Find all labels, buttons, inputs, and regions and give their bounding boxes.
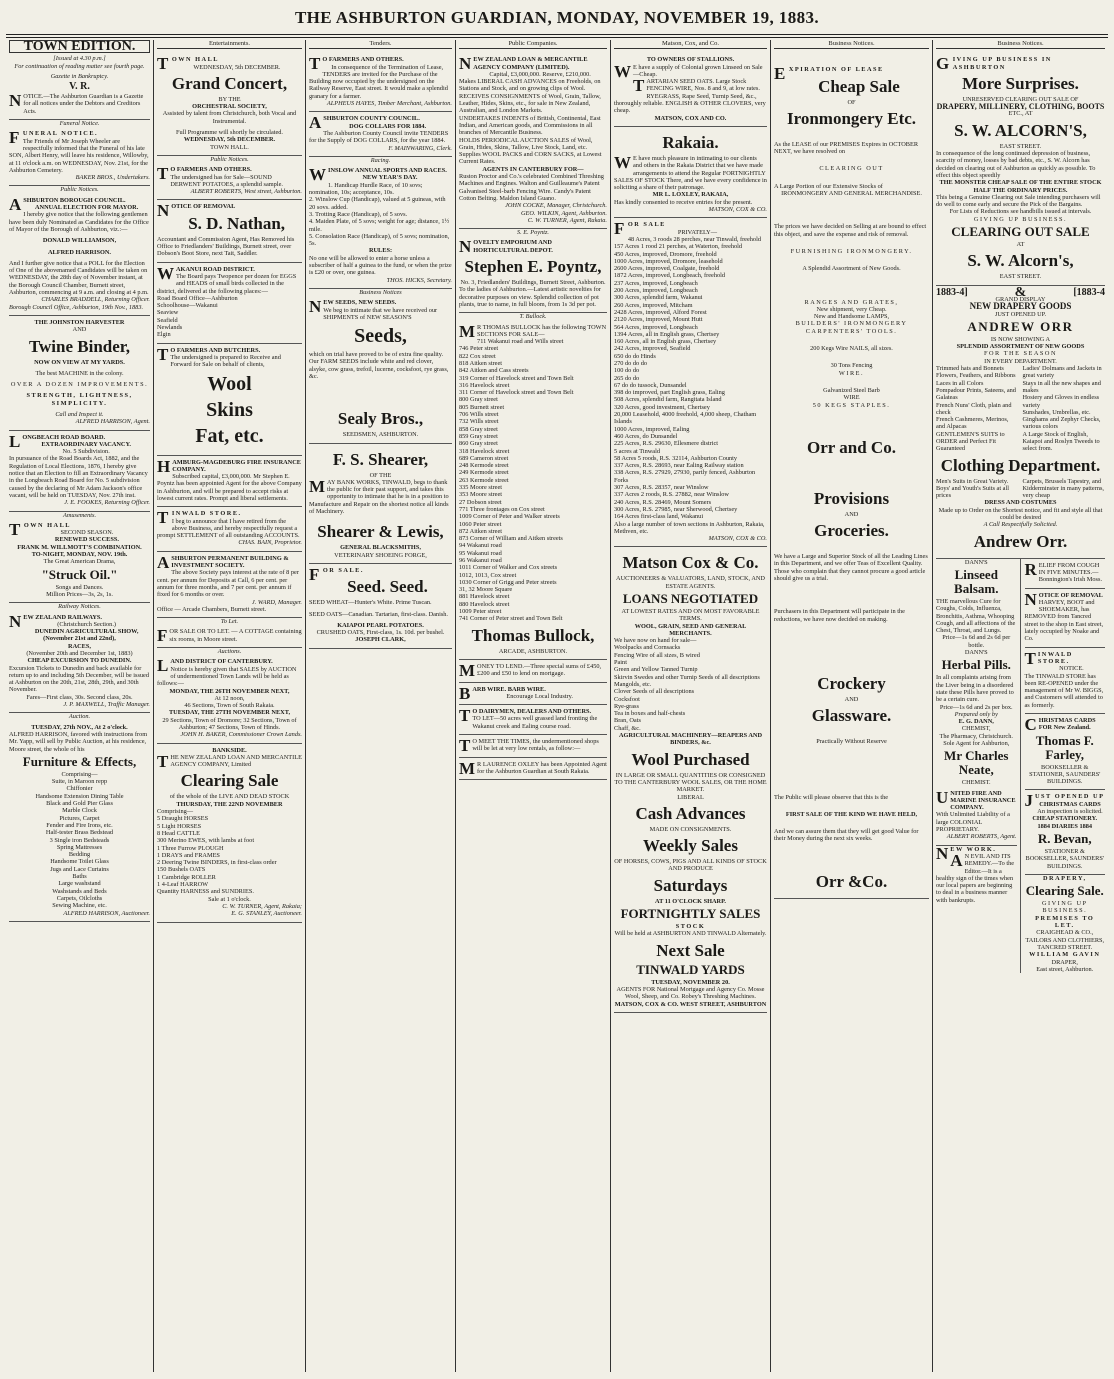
- furniture-item: Sewing Machine, etc.: [52, 902, 107, 910]
- furniture-item: Suite, in Maroon repp: [51, 778, 108, 786]
- town-section-item: 1011 Corner of Walker and Cox streets: [459, 564, 558, 572]
- town-section-item: 263 Kermode street: [459, 476, 509, 484]
- town-section-item: 248 Kermode street: [459, 462, 509, 470]
- merchandise-item: Paint: [614, 659, 627, 667]
- race-list: [309, 182, 452, 248]
- town-section-item: 249 Kermode street: [459, 469, 509, 477]
- stock-item: 5 Draught HORSES: [157, 815, 209, 823]
- furniture-item: Bedding: [68, 851, 91, 859]
- stock-item: 2 Deering Twine BINDERS, in first-class order: [157, 859, 277, 867]
- land-item: 1872 Acres, improved, Longbeach, freehold: [614, 272, 726, 280]
- land-item: 242 Acres, improved, Seafield: [614, 345, 691, 353]
- town-section-item: 880 Havelock street: [459, 600, 510, 608]
- land-item: 650 do do Hinds: [614, 352, 656, 360]
- wakanui-place-item: Newlands: [157, 324, 183, 332]
- town-section-item: 94 Wakanui road: [459, 542, 502, 550]
- drapery-left-item: Laces in all Colors: [936, 379, 984, 387]
- drapery-right-item: Hosiery and Gloves in endless variety: [1022, 394, 1100, 409]
- stock-item: 5 Light HORSES: [157, 822, 202, 830]
- seed-for-sale: FOR SALE. Seed. Seed. SEED WHEAT—Hunter's White. Prime Tuscan. SEED OATS—Canadian. Tartarian, first-class. Danish. KAIAPOI PEARL POTATOES. CRUSHED OATS, First-class, 1s. 10d. per bushel. JOSEPH CLARK,: [309, 564, 452, 649]
- auctions-heading: Auctions.: [217, 648, 242, 656]
- land-item: 300 Acres, splendid farm, Wakanui: [614, 294, 703, 302]
- furniture-item: Half-tester Brass Bedstead: [45, 829, 114, 837]
- town-section-item: 822 Cox street: [459, 352, 496, 360]
- column-3-heading: Tenders.: [309, 40, 452, 49]
- winslow-races: WINSLOW ANNUAL SPORTS AND RACES. NEW YEAR'S DAY. 1. Handicap Hurdle Race, of 10 sovs; nomination, 10s; acceptance, 10s. 2. Winslow Cup (Handicap), valued at 5 guineas, with 20 sovs. added. 3. Trotting Race (Handicap), of 5 sovs. 4. Maiden Plate, of 5 sovs; weight for age; distance, 1½ mile. 5. Consolation Race (Handicap), of 5 sovs; nomination, 5s. RULES: No one will be allowed to enter a horse unless a subscriber of half a guinea to the fund, or when the prize is £20 or over, one guinea. THOS. HICKS, Secretary.: [309, 164, 452, 289]
- stock-item: 300 Merino EWES, with lambs at foot: [157, 837, 255, 845]
- dann-medicines: DANN'S Linseed Balsam. THE marvellous Cure for Coughs, Colds, Influenza, Bronchitis, Asthma, Whooping Cough, and all affections of the Chest, Throat, and Lungs. Price—1s 6d and 2s 6d per bottle. DANN'S Herbal Pills. In all complaints arising from the Liver being in a disordered state these Pills have proved to be a certain cure. Price—1s 6d and 2s per box. Prepared only by E. G. DANN, CHEMIST, The Pharmacy, Christchurch. Sole Agent for Ashburton, Mr Charles Neate, CHEMIST. UNITED FIRE AND MARINE INSURANCE COMPANY. With Unlimited Liability of a large COLONIAL PROPRIETARY. ALBERT ROBERTS, Agent. NEW WORK. A N EVIL AND ITS REMEDY.—To the Editor.—It is a healthy sign of the times when our local papers are beginning to deal in a business manner with bankrupts.: [936, 559, 1021, 973]
- column-7: [933, 40, 1108, 1372]
- masthead-rule-2: [6, 37, 1108, 38]
- town-section-item: 31, 32 Moore Square: [459, 586, 513, 594]
- merchandise-item: Fencing Wire of all sizes, B wired: [614, 651, 700, 659]
- furniture-list: [9, 771, 150, 910]
- business-heading-3: Business Notices: [359, 288, 402, 296]
- town-section-item: 746 Peter street: [459, 345, 499, 353]
- lands-for-sale: FOR SALE PRIVATELY— 48 Acres, 3 roods 28 perches, near Tinwald, freehold 157 Acres 1 rood 21 perches, at Waterton, freehold 450 Acres, improved, Dromore, freehold 1000 Acres, improved, Dromore, leasehold 2600 Acres, improved, Coalgate, freehold 1872 Acres, improved, Longbeach, freehold 237 Acres, improved, Longbeach 200 Acres, improved, Longbeach 300 Acres, splendid farm, Wakanui 260 Acres, improved, Mitcham 2428 Acres, improved, Alford Forest 2120 Acres, improved, Mount Hutt 564 Acres, improved, Longbeach 1394 Acres, all in English grass, Chertsey 160 Acres, all in English grass, Chertsey 242 Acres, improved, Seafield 650 do do Hinds 270 do do do 100 do do 265 do do 67 do do tussock, Dunsandel 398 do improved, part English grass, Ealing 508 Acres, splendid farm, Rangitata Island 320 Acres, good investment, Chertsey 20,000 Leasehold, 4000 freehold, 4,000 sheep, Chatham Islands 1000 Acres, improved, Ealing 460 Acres, do Dunsandel 225 Acres, R.S. 29630, Ellesmere district 5 acres at Tinwald 58 Acres 5 roods, R.S. 32114, Ashburton County 337 Acres, R.S. 28693, near Ealing Railway station 338 Acres, R.S. 27929, 27930, partly fenced, Ashburton Forks 307 Acres, R.S. 28357, near Winslow 337 Acres 2 roods, R.S. 27882, near Winslow 240 Acres, R.S. 28469, Mount Somers 300 Acres, R.S. 27985, near Sherwood, Chertsey 164 Acres first-class land, Wakanui Also a large number of town sections in Ashburton, Rakaia, Methven, etc. MATSON, COX & CO.: [614, 218, 767, 547]
- issued-time: [Issued at 4.30 p.m.]: [53, 55, 106, 63]
- racing-heading: Racing.: [370, 156, 391, 164]
- col7-split: [936, 559, 1105, 973]
- orr-ironmongery: EXPIRATION OF LEASE Cheap Sale OF Ironmongery Etc. As the LEASE of our PREMISES Expires in OCTOBER NEXT, we have resolved on CLEARING OUT A Large Portion of our Extensive Stocks of IRONMONGERY AND GENERAL MERCHANDISE. The prices we have decided on Selling at are bound to effect this object, and save the expense and risk of removal. FURNISHING IRONMONGERY. A Splendid Assortment of New Goods. RANGES AND GRATES, New shipment, very Cheap. New and Handsome LAMPS, BUILDERS' IRONMONGERY CARPENTERS' TOOLS. 200 Kegs Wire NAILS, all sizes. 30 Tons Fencing WIRE. Galvanized Steel Barb WIRE 50 KEGS STAPLES. Orr and Co. Provisions AND Groceries. We have a Large and Superior Stock of all the Leading Lines in this Department, and we offer Teas of Excellent Quality. Those who complain that they cannot procure a good article should give us a trial. Purchasers in this Department will participate in the reductions, we have now decided on making. Crockery AND Glassware. Practically Without Reserve The Public will please observe that this is the FIRST SALE OF THE KIND WE HAVE HELD, And we can assure them that they will get good Value for their Money during the next six weeks. Orr &Co.: [774, 53, 929, 898]
- land-item: 160 Acres, all in English grass, Chertsey: [614, 338, 717, 346]
- town-section-item: 95 Wakanui road: [459, 549, 502, 557]
- furniture-auction: TUESDAY, 27th NOV., At 2 o'clock. ALFRED HARRISON, favored with instructions from Mr. Yapp, will sell by Public Auction, at his residence, Moore street, the whole of his Furniture & Effects, Comprising— Suite, in Maroon repp Chiffonier Handsome Extension Dining Table Black and Gold Pier Glass Marble Clock Pictures, Carpet Fender and Fire Irons, etc. Half-tester Brass Bedstead 3 Single iron Bedsteads Spring Mattresses Bedding Handsome Toilet Glass Jugs and Lace Curtains Baths Large washstand Washstands and Beds Carpets, Oilcloths Sewing Machine, etc. ALFRED HARRISON, Auctioneer.: [9, 721, 150, 922]
- land-item: 225 Acres, R.S. 29630, Ellesmere district: [614, 440, 719, 448]
- merchandise-item: Clover Seeds of all descriptions: [614, 688, 695, 696]
- furniture-item: Chiffonier: [66, 785, 93, 793]
- town-section-item: 706 Wills street: [459, 411, 499, 419]
- column-4: [456, 40, 611, 1372]
- land-item: 337 Acres, R.S. 28693, near Ealing Railway station: [614, 462, 744, 470]
- wakanui-place-item: Seafield: [157, 316, 178, 324]
- gazette-heading: Gazette in Bankruptcy.: [50, 72, 109, 80]
- furniture-item: Fender and Fire Irons, etc.: [46, 821, 113, 829]
- land-item: 157 Acres 1 rood 21 perches, at Waterton, freehold: [614, 243, 743, 251]
- town-section-item: 1060 Peter street: [459, 520, 502, 528]
- land-item: 2120 Acres, improved, Mount Hutt: [614, 316, 703, 324]
- auction-heading: Auction.: [68, 713, 91, 721]
- stallions-ad: TO OWNERS OF STALLIONS. W E have a supply of Colonial grown Linseed on Sale—Cheap. TARTARIAN SEED OATS. Large Stock FENCING WIRE, Nos. 8 and 9, at low rates. RYEGRASS, Rape Seed, Turnip Seed, &c., thoroughly reliable. ENGLISH & OTHER CLOVERS, very cheap. MATSON, COX AND CO.: [614, 53, 767, 127]
- land-item: 398 do improved, part English grass, Ealing: [614, 389, 725, 397]
- land-item: 300 Acres, R.S. 27985, near Sherwood, Chertsey: [614, 505, 738, 513]
- town-section-item: 353 Moore street: [459, 491, 503, 499]
- race-item: 2. Winslow Cup (Handicap), valued at 5 guineas, with 20 sovs. added.: [309, 196, 446, 211]
- land-item: 1000 Acres, improved, Ealing: [614, 425, 690, 433]
- stock-item: Comprising—: [157, 808, 194, 816]
- land-item: 265 do do: [614, 374, 640, 382]
- town-section-list: [459, 338, 607, 623]
- funeral-heading: Funeral Notice.: [59, 120, 100, 128]
- money-to-lend: MONEY TO LEND.—Three special sums of £450, £200 and £50 to lend on mortgage.: [459, 660, 607, 683]
- wakanui-place-item: Seaview: [157, 309, 179, 317]
- stock-list: [157, 808, 302, 896]
- furniture-item: Jugs and Lace Curtains: [50, 865, 109, 873]
- land-item: 200 Acres, improved, Longbeach: [614, 287, 698, 295]
- matson-cox-main: Matson Cox & Co. AUCTIONEERS & VALUATORS, LAND, STOCK, AND ESTATE AGENTS. LOANS NEGOTIATED AT LOWEST RATES AND ON MOST FAVORABLE TERMS. WOOL, GRAIN, SEED AND GENERAL MERCHANTS. We have now on hand for sale— Woolpacks and Cornsacks Fencing Wire of all sizes, B wired Paint Green and Yellow Tanned Turnip Skirvin Swedes and other Turnip Seeds of all descriptions Mangolds, etc. Clover Seeds of all descriptions Cocksfoot Rye-grass Tea in boxes and half-chests Bran, Oats Chaff, &c. AGRICULTURAL MACHINERY—REAPERS AND BINDERS, &c. Wool Purchased IN LARGE OR SMALL QUANTITIES OR CONSIGNED TO THE CANTERBURY WOOL SALES, OR THE HOME MARKET. LIBERAL Cash Advances MADE ON CONSIGNMENTS. Weekly Sales OF HORSES, COWS, PIGS AND ALL KINDS OF STOCK AND PRODUCE Saturdays AT 11 O'CLOCK SHARP. FORTNIGHTLY SALES STOCK Will be held at ASHBURTON AND TINWALD Alternately. Next Sale TINWALD YARDS TUESDAY, NOVEMBER 20. AGENTS FOR National Mortgage and Agency Co. Mosse Wool, Sheep, and Co. Robey's Threshing Machines. MATSON, COX & CO. WEST STREET, ASHBURTON: [614, 547, 767, 1012]
- merchandise-item: Rye-grass: [614, 702, 639, 710]
- town-section-item: 1009 Peter street: [459, 608, 502, 616]
- wakanui-place-list: [157, 295, 302, 339]
- wakanui-place-item: Elgin: [157, 331, 171, 339]
- land-item: 58 Acres 5 roods, R.S. 32114, Ashburton County: [614, 454, 738, 462]
- crown-lands-sale: LAND DISTRICT OF CANTERBURY. Notice is hereby given that SALES by AUCTION of undermentioned Town Lands will be held as follows:— MONDAY, THE 26TH NOVEMBER NEXT, At 12 noon, 46 Sections, Town of South Rakaia. TUESDAY, THE 27TH NOVEMBER NEXT, 29 Sections, Town of Dromore; 32 Sections, Town of Ashburton; 47 Sections, Town of Hinds. JOHN H. BAKER, Commissioner Crown Lands.: [157, 655, 302, 743]
- drapery-left-item: Trimmed hats and Bonnets: [936, 365, 1004, 373]
- furniture-item: Baths: [72, 873, 87, 881]
- tinwald-store-retire: TINWALD STORE. I beg to announce that I have retired from the above Business, and hereby respectfully request a prompt SETTLEMENT of all outstanding ACCOUNTS. CHAS. BAIN, Proprietor.: [157, 507, 302, 551]
- land-item: 237 Acres, improved, Longbeach: [614, 279, 698, 287]
- land-item: 508 Acres, splendid farm, Rangitata Island: [614, 396, 722, 404]
- drapery-right-list: [1023, 365, 1106, 431]
- column-6: [771, 40, 933, 1372]
- hamburg-insurance: HAMBURG-MAGDEBURG FIRE INSURANCE COMPANY. Subscribed capital, £3,000,000. Mr Stephen E. Poyntz has been appointed Agent for the above Company in Ashburton, and will be prepared to accept risks at lowest current rates. Prompt and liberal settlements.: [157, 456, 302, 508]
- town-section-item: 319 Corner of Havelock street and Town Belt: [459, 374, 574, 382]
- stock-item: Quantity HARNESS and SUNDRIES.: [157, 888, 254, 896]
- dairymen-ad: T O DAIRYMEN, DEALERS AND OTHERS. TO LET—50 acres well grassed land fronting the Wakanui creek and Ealing course road.: [459, 705, 607, 735]
- column-2: [154, 40, 306, 1372]
- land-item: 1000 Acres, improved, Dromore, leasehold: [614, 257, 723, 265]
- town-section-item: 859 Gray street: [459, 432, 498, 440]
- town-section-item: 689 Cameron street: [459, 454, 509, 462]
- race-item: 1. Handicap Hurdle Race, of 10 sovs; nomination, 10s; acceptance, 10s.: [309, 181, 423, 197]
- race-item: 5. Consolation Race (Handicap), of 5 sovs; nomination, 5s.: [309, 232, 450, 248]
- town-section-item: 873 Corner of William and Aitken streets: [459, 535, 563, 543]
- barb-wire-ad: BARB WIRE. BARB WIRE. Encourage Local Industry.: [459, 683, 607, 706]
- drapery-right-item: Ladies' Dolmans and Jackets in great variety: [1022, 365, 1102, 380]
- merchandise-item: Tea in boxes and half-chests: [614, 710, 686, 718]
- town-section-item: 311 Corner of Havelock street and Town Belt: [459, 389, 574, 397]
- town-section-item: 1012, 1013, Cox street: [459, 571, 517, 579]
- town-section-item: 335 Moore street: [459, 484, 503, 492]
- stock-item: 1 Three Furrow PLOUGH: [157, 844, 224, 852]
- merchandise-list: [614, 644, 767, 732]
- town-section-item: 881 Havelock street: [459, 593, 510, 601]
- town-section-item: 858 Gray street: [459, 425, 498, 433]
- town-hall-drama: TOWN HALL SECOND SEASON. RENEWED SUCCESS. FRANK M. WILLMOTT'S COMBINATION. TO-NIGHT, MONDAY, NOV. 19th. The Great American Drama, "Struck Oil." Songs and Dances. Million Prices—3s, 2s, 1s.: [9, 519, 150, 603]
- wakanui-place-item: Road Board Office—Ashburton: [157, 294, 238, 302]
- column-5-heading: Matson, Cox, and Co.: [614, 40, 767, 49]
- land-item: 5 acres at Tinwald: [614, 447, 660, 455]
- stock-item: 1 Cambridge ROLLER: [157, 873, 216, 881]
- merchandise-item: Bran, Oats: [614, 717, 641, 725]
- land-item: 2600 Acres, improved, Coalgate, freehold: [614, 265, 720, 273]
- stock-item: 1 DRAYS and FRAMES: [157, 851, 220, 859]
- merchandise-item: Skirvin Swedes and other Turnip Seeds of all descriptions: [614, 673, 760, 681]
- column-7-heading: Business Notices.: [936, 40, 1105, 49]
- town-edition: TOWN EDITION.: [9, 40, 150, 53]
- nathan-removal: NOTICE OF REMOVAL S. D. Nathan, Accountant and Commission Agent, Has Removed his Office to Friedlanders' Buildings, Burnett street, over Dobson's Boot Store, next Tait, Saddler.: [157, 200, 302, 262]
- furniture-item: Comprising—: [61, 770, 98, 778]
- royal-mark: V. R.: [69, 81, 90, 93]
- furniture-item: Black and Gold Pier Glass: [46, 800, 113, 808]
- stock-item: 150 Bushels OATS: [157, 866, 206, 874]
- amusements-heading: Amusements.: [62, 511, 97, 519]
- race-item: 3. Trotting Race (Handicap), of 5 sovs.: [309, 210, 408, 218]
- column-4-heading: Public Companies.: [459, 40, 607, 49]
- land-item: 48 Acres, 3 roods 28 perches, near Tinwald, freehold: [627, 235, 761, 243]
- town-section-item: 800 Gray street: [459, 396, 498, 404]
- furniture-item: Large washstand: [58, 880, 101, 888]
- land-item: 270 do do do: [614, 359, 648, 367]
- to-let-heading: To Let.: [220, 618, 239, 626]
- public-notices-heading-2: Public Notices.: [210, 155, 249, 163]
- stock-item: 1 4-Leaf HARROW: [157, 881, 209, 889]
- drapery-right-item: Stays in all the new shapes and makes: [1022, 379, 1101, 394]
- alcorn-more-surprises: GIVING UP BUSINESS IN ASHBURTON More Surprises. UNRESERVED CLEARING OUT SALE OF DRAPERY, MILLINERY, CLOTHING, BOOTS ETC., AT S. W. ALCORN'S, EAST STREET. In consequence of the long continued depression of business, scarcity of money, losses by bad debts, etc., S. W. Alcorn has decided on clearing out of Ashburton as quickly as possible. To effect this object speedily THE MONSTER CHEAP SALE OF THE ENTIRE STOCK HALF THE ORDINARY PRICES. This being a Genuine Clearing out Sale intending purchasers will do well to come early and secure the Pick of the Bargains. For Lists of Reductions see handbills issued at intervals. GIVING UP BUSINESS. CLEARING OUT SALE AT S. W. Alcorn's, EAST STREET.: [936, 53, 1105, 285]
- furniture-item: Spring Mattresses: [56, 843, 103, 851]
- land-item: 260 Acres, improved, Mitcham: [614, 301, 693, 309]
- land-item: 450 Acres, improved, Dromore, freehold: [614, 250, 717, 258]
- bullock-heading: T. Bullock.: [519, 313, 547, 321]
- wakanui-place-item: Schoolhouse—Wakanui: [157, 302, 218, 310]
- drapery-right-item: Sunshades, Umbrellas, etc.: [1022, 408, 1091, 416]
- merchandise-item: Green and Yellow Tanned Turnip: [614, 666, 698, 674]
- town-section-item: 1030 Corner of Grigg and Peter streets: [459, 578, 557, 586]
- continuation-note: For continuation of reading matter see fourth page.: [14, 62, 145, 70]
- land-item: 337 Acres 2 roods, R.S. 27882, near Winslow: [614, 491, 729, 499]
- town-section-item: 771 Three frontages on Cox street: [459, 505, 545, 513]
- town-section-item: 818 Aitken street: [459, 359, 503, 367]
- land-item: 2428 Acres, improved, Alford Forest: [614, 308, 707, 316]
- town-section-item: 316 Havelock street: [459, 381, 510, 389]
- land-item: 460 Acres, do Dunsandel: [614, 432, 678, 440]
- drapery-right-item: Ginghams and Zephyr Checks, various colors: [1022, 416, 1101, 431]
- tender-building: T O FARMERS AND OTHERS. In consequence of the Termination of Lease, TENDERS are invited for the Purchase of the Building now occupied by the undersigned on the Railway Reserve, East street. It would make a splendid granary for a farmer. ALPHEUS HAYES, Timber Merchant, Ashburton.: [309, 53, 452, 112]
- oxley-agent: M R LAURENCE OXLEY has been Appointed Agent for the Ashburton Guardian at South Rakaia.: [459, 758, 607, 781]
- race-item: 4. Maiden Plate, of 5 sovs; weight for age; distance, 1½ mile.: [309, 218, 450, 233]
- land-list: [614, 236, 767, 521]
- drapery-left-item: Pompadour Prints, Sateens, and Galateas: [936, 386, 1016, 402]
- columns: [6, 40, 1108, 1372]
- column-6-heading: Business Notices.: [774, 40, 929, 49]
- poyntz-heading: S. E. Poyntz.: [516, 229, 549, 237]
- drapery-left-item: Flowers, Feathers, and Ribbons: [936, 372, 1016, 380]
- land-item: 320 Acres, good investment, Chertsey: [614, 403, 710, 411]
- drapery-left-list: [936, 365, 1019, 431]
- rakaia-ad: Rakaia. W E have much pleasure in intimating to our clients and others in the Rakaia District that we have made arrangements to attend the Regular FORTNIGHTLY SALES OF STOCK There, and we have every confidence in soliciting a share of their patronage. MR L. LOXLEY, RAKAIA, Has kindly consented to receive entries for the present. MATSON, COX & CO.: [614, 127, 767, 218]
- merchandise-item: Mangolds, etc.: [614, 680, 652, 688]
- poyntz-ad: NOVELTY EMPORIUM AND HORTICULTURAL DEPOT. Stephen E. Poyntz, No. 3, Friedlanders' Buildings, Burnett Street, Ashburton. To the ladies of Ashburton.—Latest artistic novelties for decorative purposes on view. Splendid collection of pot plants, true to name, in full bloom, from 1s 3d per pot.: [459, 236, 607, 313]
- borough-election: ASHBURTON BOROUGH COUNCIL. ANNUAL ELECTION FOR MAYOR. I hereby give notice that the following gentlemen have been duly Nominated as Candidates for the Office of Mayor of the Borough of Ashburton, viz.:— DONALD WILLIAMSON, ALFRED HARRISON. And I further give notice that a POLL for the Election of One of the abovenamed Candidates will be taken on WEDNESDAY, the 28th day of November instant, at the Borough Council Chamber, Burnett street, Ashburton, commencing at 9 a.m. and closing at 4 p.m. CHARLES BRADDELL, Returning Officer. Borough Council Office, Ashburton, 19th Nov., 1883.: [9, 194, 150, 316]
- town-section-item: 318 Havelock street: [459, 447, 510, 455]
- shearer-ad: F. S. Shearer, OF THE MAY BANK WORKS, TINWALD, begs to thank the public for their past support, and takes this opportunity to intimate that he is in a position to Manufacture and Repair on the shortest notice all kinds of Machinery. Shearer & Lewis, GENERAL BLACKSMITHS, VETERINARY SHOEING FORGE,: [309, 444, 452, 564]
- stock-item: 8 Head CATTLE: [157, 829, 201, 837]
- furniture-item: Carpets, Oilcloths: [56, 894, 103, 902]
- column-5: [611, 40, 771, 1372]
- town-section-item: 27 Dobson street: [459, 498, 502, 506]
- meet-times-ad: T O MEET THE TIMES, the undermentioned shops will be let at very low rentals, as follow:—: [459, 735, 607, 758]
- column-2-heading: Entertainments.: [157, 40, 302, 49]
- furniture-item: 3 Single iron Bedsteads: [49, 836, 110, 844]
- land-item: 307 Acres, R.S. 28357, near Winslow: [614, 484, 709, 492]
- land-item: 1394 Acres, all in English grass, Chertsey: [614, 330, 720, 338]
- land-item: 164 Acres first-class land, Wakanui: [614, 513, 704, 521]
- merchandise-item: Woolpacks and Cornsacks: [614, 644, 681, 652]
- masthead-rule: [6, 34, 1108, 35]
- land-item: 20,000 Leasehold, 4000 freehold, 4,000 sheep, Chatham Islands: [614, 411, 757, 426]
- town-section-item: 872 Aitken street: [459, 527, 503, 535]
- public-notices-heading: Public Notices.: [60, 186, 99, 194]
- furniture-item: Pictures, Carpet: [59, 814, 100, 822]
- harvester-ad: THE JOHNSTON HARVESTER AND Twine Binder, NOW ON VIEW AT MY YARDS. The best MACHINE in the colony. OVER A DOZEN IMPROVEMENTS. STRENGTH, LIGHTNESS, SIMPLICITY. Call and Inspect it. ALFRED HARRISON, Agent.: [9, 316, 150, 431]
- railway-notice: NEW ZEALAND RAILWAYS. (Christchurch Section.) DUNEDIN AGRICULTURAL SHOW, (November 21st and 22nd), RACES, (November 20th and December 1st, 1883) CHEAP EXCURSION TO DUNEDIN. Excursion Tickets to Dunedin and back available for return up to and including 5th December, will be issued at Ashburton on the 20th, 21st, 28th, 29th, and 30th November. Fares—First class, 30s. Second class, 20s. J. P. MAXWELL, Traffic Manager.: [9, 611, 150, 714]
- town-section-item: 96 Wakanui road: [459, 557, 502, 564]
- merchandise-item: Chaff, &c.: [614, 724, 641, 732]
- town-section-item: 711 Wakanui road and Wills street: [477, 338, 564, 346]
- land-item: 564 Acres, improved, Longbeach: [614, 323, 698, 331]
- dog-collars-tender: ASHBURTON COUNTY COUNCIL. DOG COLLARS FOR 1884. The Ashburton County Council invite TENDERS for the Supply of DOG COLLARS, for the year 1884. F. MAINWARING, Clerk.: [309, 112, 452, 156]
- bullock-sections: M R THOMAS BULLOCK has the following TOWN SECTIONS FOR SALE— 711 Wakanui road and Wills street 746 Peter street 822 Cox street 818 Aitken street 842 Aitken and Cass streets 319 Corner of Havelock street and Town Belt 316 Havelock street 311 Corner of Havelock street and Town Belt 800 Gray street 805 Burnett street 706 Wills street 732 Wills street 858 Gray street 859 Gray street 860 Gray street 318 Havelock street 689 Cameron street 248 Kermode street 249 Kermode street 263 Kermode street 335 Moore street 353 Moore street 27 Dobson street 771 Three frontages on Cox street 1009 Corner of Peter and Walker streets 1060 Peter street 872 Aitken street 873 Corner of William and Aitken streets 94 Wakanui road 95 Wakanui road 96 Wakanui road 1011 Corner of Walker and Cox streets 1012, 1013, Cox street 1030 Corner of Grigg and Peter streets 31, 32 Moore Square 881 Havelock street 880 Havelock street 1009 Peter street 741 Corner of Peter street and Town Belt Thomas Bullock, ARCADE, ASHBURTON.: [459, 321, 607, 660]
- land-item: 338 Acres, R.S. 27929, 27930, partly fenced, Ashburton Forks: [614, 469, 756, 484]
- town-section-item: 741 Corner of Peter street and Town Belt: [459, 615, 563, 623]
- wakanui-road: WAKANUI ROAD DISTRICT. The Board pays Twopence per dozen for EGGS and HEADS of small birds collected in the district, delivered at the following places:— Road Board Office—Ashburton Schoolhouse—Wakanui Seaview Seafield Newlands Elgin: [157, 263, 302, 344]
- merchandise-item: Cocksfoot: [614, 695, 640, 703]
- andrew-orr-new-goods: 1883-4] & [1883-4 GRAND DISPLAY NEW DRAPERY GOODS JUST OPENED UP. ANDREW ORR IS NOW SHOWING A SPLENDID ASSORTMENT OF NEW GOODS FOR THE SEASON IN EVERY DEPARTMENT. Trimmed hats and Bonnets Flowers, Feathers, and Ribbons Laces in all Colors Pompadour Prints, Sateens, and Galateas French Nuns' Cloth, plain and check French Cashmeres, Merinos, and Alpacas Ladies' Dolmans and Jackets in great variety Stays in all the new shapes and makes Hosiery and Gloves in endless variety Sunshades, Umbrellas, etc. Ginghams and Zephyr Checks, various colors GENTLEMEN'S SUITS to ORDER and Perfect Fit Guaranteed A Large Stock of English, Kaiapoi and Roslyn Tweeds to select from. Clothing Department. Men's Suits in Great Variety. Boys' and Youth's Suits at all prices Carpets, Brussels Tapestry, and Kidderminster in many patterns, very cheap DRESS AND COSTUMES Made up to Order on the Shortest notice, and fit and style all that could be desired A Call Respectfully Solicited. Andrew Orr.: [936, 286, 1105, 559]
- grand-concert: TOWN HALL WEDNESDAY, 5th DECEMBER. Grand Concert, BY THE ORCHESTRAL SOCIETY, Assisted by talent from Christchurch, both Vocal and Instrumental. Full Programme will shortly be circulated. WEDNESDAY, 5th DECEMBER. TOWN HALL.: [157, 53, 302, 156]
- masthead-title: THE ASHBURTON GUARDIAN, MONDAY, NOVEMBER 19, 1883.: [294, 8, 820, 27]
- land-item: 240 Acres, R.S. 28469, Mount Somers: [614, 498, 712, 506]
- potatoes-ad: T O FARMERS AND OTHERS. The undersigned has for Sale—SOUND DERWENT POTATOES, a splendid sample. ALBERT ROBERTS, West street, Ashburton.: [157, 163, 302, 200]
- col7-right: RELIEF FROM COUGH IN FIVE MINUTES.—Bonnington's Irish Moss. NOTICE OF REMOVAL HARVEY, BOOT and SHOEMAKER, has REMOVED from Tancred street to the shop in East street, lately occupied by Noake and Co. TINWALD STORE. NOTICE. The TINWALD STORE has been RE-OPENED under the management of Mr W. BIGGS, and Customers will attended to as formerly. CHRISTMAS CARDS FOR New Zealand. Thomas F. Farley, BOOKSELLER & STATIONER, SAUNDERS' BUILDINGS. JUST OPENED UP CHRISTMAS CARDS An inspection is solicited. CHEAP STATIONERY. 1884 DIARIES 1884 R. Bevan, STATIONER & BOOKSELLER, SAUNDERS' BUILDINGS. DRAPERY, Clearing Sale. GIVING UP BUSINESS. PREMISES TO LET. CRAIGHEAD & CO., TAILORS AND CLOTHIERS, TANCRED STREET. WILLIAM GAVIN DRAPER, East street, Ashburton.: [1024, 559, 1105, 973]
- town-section-item: 805 Burnett street: [459, 403, 505, 411]
- longbeach-road-board: LONGBEACH ROAD BOARD. EXTRAORDINARY VACANCY. No. 5 Subdivision. In pursuance of the Road Boards Act, 1882, and the Regulation of Local Elections, 1876, I hereby give notice that an Election to fill an Extraordinary Vacancy in the Longbeach Road Board for No. 5 subdivision caused by the declaring of Mr Adam Jackson's office vacant, will be held on TUESDAY, Nov. 27th inst. J. E. FOOKES, Returning Officer.: [9, 431, 150, 512]
- column-1: [6, 40, 154, 1372]
- town-section-item: 860 Gray street: [459, 440, 498, 448]
- drapery-left-item: French Cashmeres, Merinos, and Alpacas: [936, 416, 1009, 431]
- gazette-notice: NOTICE.—The Ashburton Guardian is a Gazette for all notices under the Debtors and Creditors Acts.: [9, 91, 144, 115]
- railway-heading: Railway Notices.: [58, 603, 101, 611]
- column-3: [306, 40, 456, 1372]
- town-section-item: 732 Wills street: [459, 418, 499, 426]
- furniture-item: Handsome Toilet Glass: [50, 858, 109, 866]
- cottage-to-let: FOR SALE OR TO LET. — A COTTAGE containing six rooms, in Moore street.: [157, 625, 302, 648]
- furniture-item: Washstands and Beds: [52, 887, 107, 895]
- wool-skins-ad: T O FARMERS AND BUTCHERS. The undersigned is prepared to Receive and Forward for Sale on behalf of clients, Wool Skins Fat, etc.: [157, 344, 302, 456]
- drapery-left-item: French Nuns' Cloth, plain and check: [936, 401, 1012, 416]
- nz-loan-company: NEW ZEALAND LOAN & MERCANTILE AGENCY COMPANY (LIMITED). Capital, £3,000,000. Reserve, £210,000. Makes LIBERAL CASH ADVANCES on Freeholds, on Stations and Stock, and on growing clips of Wool. RECEIVES CONSIGNMENTS of Wool, Grain, Tallow, Leather, Hides, Skins, etc., for sale in New Zealand, Australian, and London Markets. UNDERTAKES INDENTS of British, Continental, East Indian, and American goods, and Commissions in all branches of Mercantile Business. HOLDS PERIODICAL AUCTION SALES of Wool, Grain, Hides, Skins, Tallow, Live Stock, Land, etc. Supplies WOOL PACKS and CORN SACKS, at Lowest Current Rates. AGENTS IN CANTERBURY FOR— Ruston Proctor and Co.'s celebrated Combined Threshing Machines and Engines. Walton and Guilleaume's Patent Galvanised Steel-barb Fencing Wire. Candy's Patent Cotton Belting. Maldon Island Guano. JOHN COCKE, Manager, Christchurch. GEO. WILKIN, Agent, Ashburton. C. W. TURNER, Agent, Rakaia.: [459, 53, 607, 229]
- permanent-building-society: ASHBURTON PERMANENT BUILDING & INVESTMENT SOCIETY. The above Society pays interest at the rate of 8 per cent. per annum for Deposits at Call, 6 per cent. per annum for three months, and 7 per cent. per annum if fixed for 6 months or over. J. WARD, Manager. Office — Arcade Chambers, Burnett street.: [157, 552, 302, 618]
- land-item: 100 do do: [614, 367, 640, 375]
- furniture-item: Marble Clock: [62, 807, 97, 815]
- bankside-clearing-sale: BANKSIDE. THE NEW ZEALAND LOAN AND MERCANTILE AGENCY COMPANY, Limited Clearing Sale of the whole of the LIVE AND DEAD STOCK THURSDAY, THE 22ND NOVEMBER Comprising— 5 Draught HORSES 5 Light HORSES 8 Head CATTLE 300 Merino EWES, with lambs at foot 1 Three Furrow PLOUGH 1 DRAYS and FRAMES 2 Deering Twine BINDERS, in first-class order 150 Bushels OATS 1 Cambridge ROLLER 1 4-Leaf HARROW Quantity HARNESS and SUNDRIES. Sale at 1 o'clock. C. W. TURNER, Agent, Rakaia; E. G. STANLEY, Auctioneer.: [157, 744, 302, 923]
- furniture-item: Handsome Extension Dining Table: [35, 792, 124, 800]
- land-item: 67 do do tussock, Dunsandel: [614, 381, 687, 389]
- funeral-notice: FUNERAL NOTICE. The Friends of Mr Joseph Wheeler are respectfully informed that the Funeral of his late SON, Albert Henry, will leave his residence, Willowby, at 11 o'clock a.m. on WEDNESDAY, Nov. 21st, for the Ashburton Cemetery. BAKER BROS., Undertakers.: [9, 127, 150, 186]
- town-section-item: 1009 Corner of Peter and Walker streets: [459, 513, 560, 521]
- town-section-item: 842 Aitken and Cass streets: [459, 367, 529, 375]
- new-seeds-ad: NEW SEEDS, NEW SEEDS. We beg to intimate that we have received our SHIPMENTS of NEW SEASON'S Seeds, which on trial have proved to be of extra fine quality. Our FARM SEEDS include white and red clover, alsyke, cow grass, trefoil, lucerne, cocksfoot, rye grass, &c. Sealy Bros., SEEDSMEN, ASHBURTON.: [309, 296, 452, 443]
